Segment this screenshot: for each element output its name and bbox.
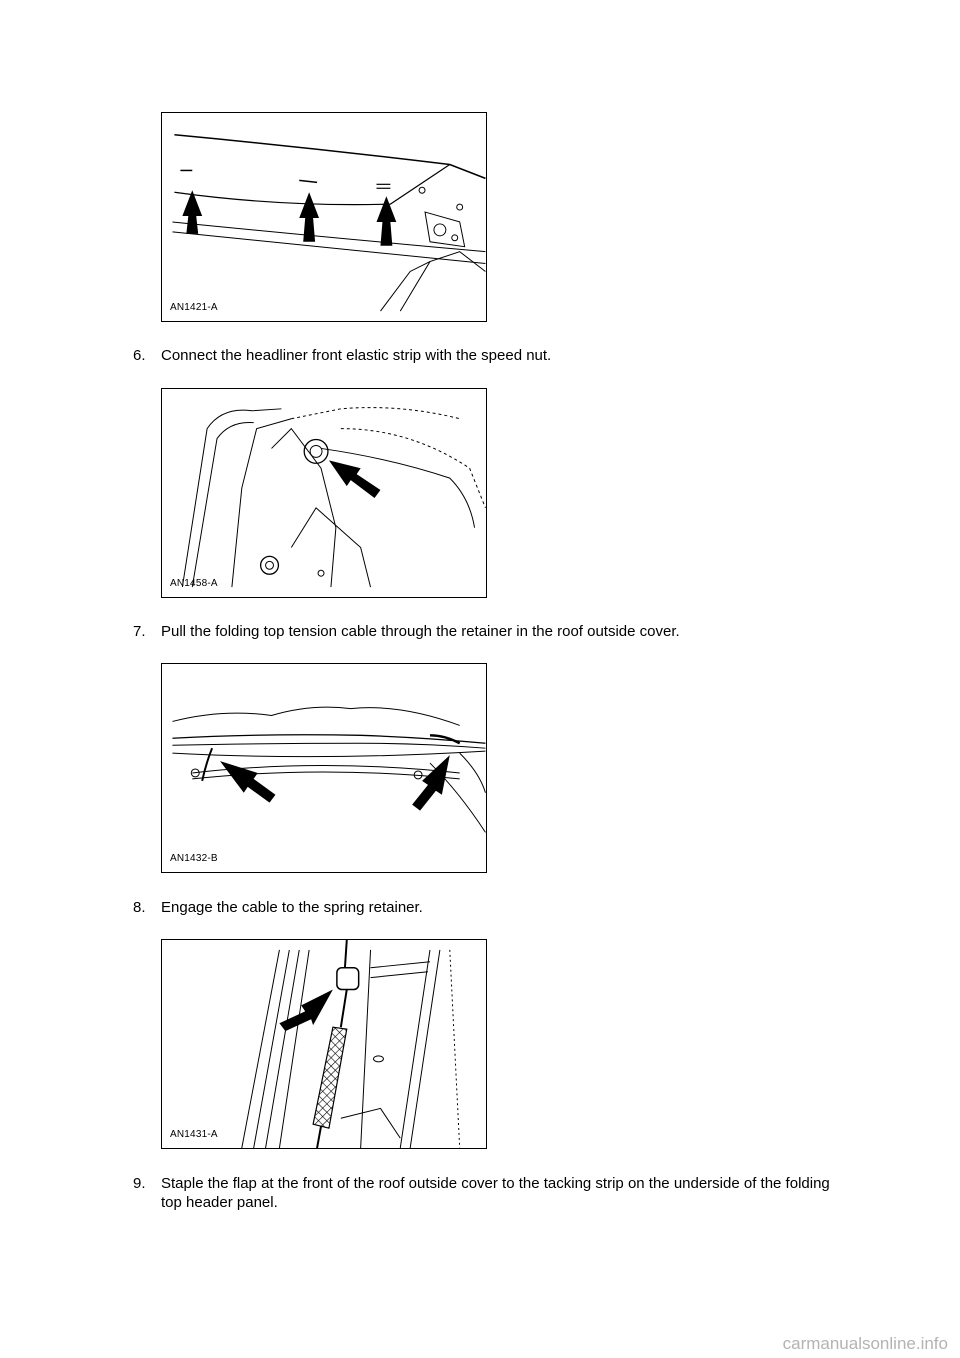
step-number: 9.	[133, 1175, 146, 1192]
figure-an1458-a	[161, 388, 487, 598]
figure-label: AN1432-B	[170, 853, 218, 864]
figure-an1431-a	[161, 939, 487, 1149]
step-text: Engage the cable to the spring retainer.	[161, 899, 423, 916]
step-number: 8.	[133, 899, 146, 916]
watermark-text: carmanualsonline.info	[782, 1334, 948, 1353]
step-text: Pull the folding top tension cable through the retainer in the roof outside cover.	[161, 623, 680, 640]
illustration-tension-cable	[162, 664, 486, 872]
illustration-speed-nut	[162, 389, 486, 597]
step-number: 7.	[133, 623, 146, 640]
figure-label: AN1421-A	[170, 302, 218, 313]
figure-label: AN1458-A	[170, 578, 218, 589]
figure-an1432-b	[161, 663, 487, 873]
figure-an1421-a	[161, 112, 487, 322]
illustration-headliner-front	[162, 113, 486, 321]
step-text: Staple the flap at the front of the roof outside cover to the tacking strip on the underside of the folding top header panel.	[161, 1175, 830, 1211]
figure-label: AN1431-A	[170, 1129, 218, 1140]
step-number: 6.	[133, 347, 146, 364]
illustration-spring-retainer	[162, 940, 486, 1148]
step-text: Connect the headliner front elastic strip with the speed nut.	[161, 347, 552, 364]
